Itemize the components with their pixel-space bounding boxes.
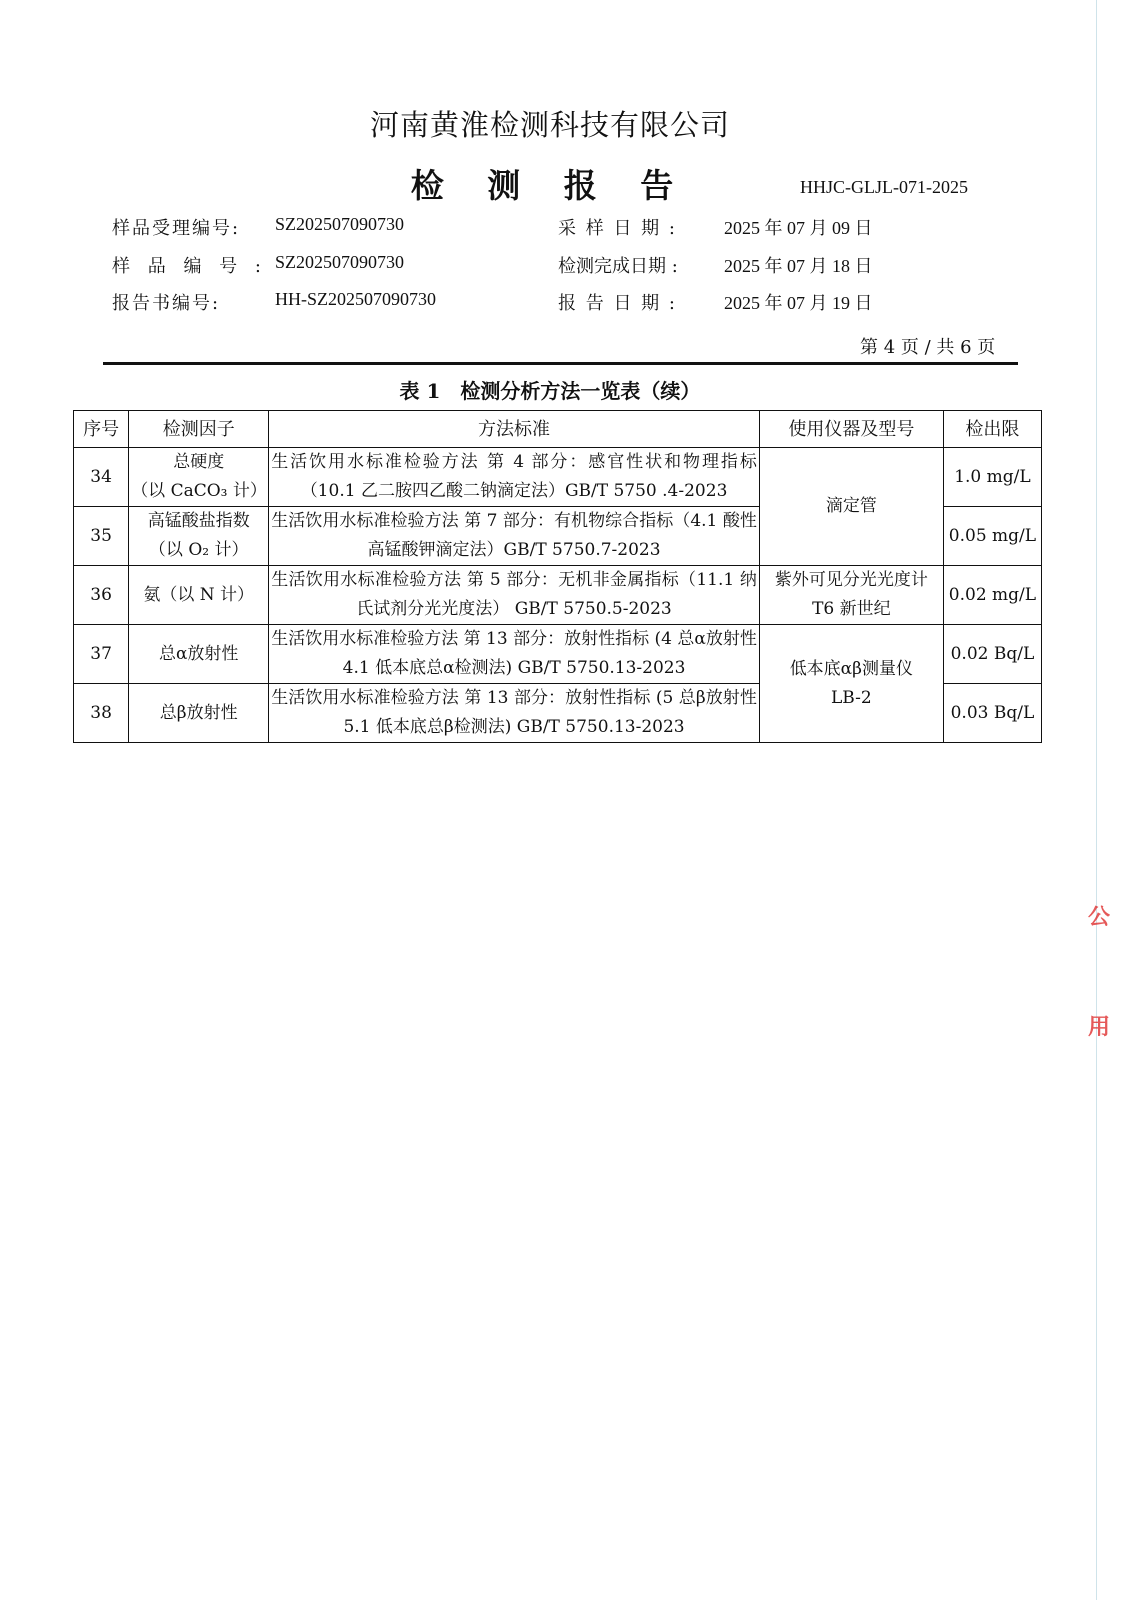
seal-fragment: 用	[1088, 1014, 1111, 1040]
row-standard: 生活饮用水标准检验方法 第 4 部分：感官性状和物理指标（10.1 乙二胺四乙酸二钠滴定法）GB/T 5750 .4-2023	[269, 448, 760, 507]
completion-date: 2025 年 07 月 18 日	[724, 256, 873, 276]
methods-table	[73, 410, 1042, 743]
factor-line-2: （以 O₂ 计）	[148, 540, 249, 560]
row-instrument	[759, 625, 943, 743]
row-standard: 生活饮用水标准检验方法 第 13 部分：放射性指标 (4 总α放射性 4.1 低本底总α检测法) GB/T 5750.13-2023	[269, 625, 760, 684]
instrument-line-1: 紫外可见分光光度计	[774, 570, 928, 590]
instrument-line-1: 低本底αβ测量仪	[789, 658, 913, 679]
row-factor: 总α放射性	[129, 625, 269, 684]
row-standard: 生活饮用水标准检验方法 第 5 部分：无机非金属指标（11.1 纳氏试剂分光光度法） GB/T 5750.5-2023	[269, 566, 760, 625]
table-row	[74, 625, 1042, 684]
row-standard: 生活饮用水标准检验方法 第 7 部分：有机物综合指标（4.1 酸性高锰酸钾滴定法）GB/T 5750.7-2023	[269, 507, 760, 566]
row-factor: 氨（以 N 计）	[129, 566, 269, 625]
table-title: 表 1 检测分析方法一览表（续）	[399, 379, 701, 403]
scan-edge	[1096, 0, 1097, 1600]
row-no: 35	[74, 507, 129, 566]
row-no: 34	[74, 448, 129, 507]
header-no: 序号	[74, 411, 129, 448]
row-no: 38	[74, 684, 129, 743]
row-instrument: 滴定管	[759, 448, 943, 566]
row-limit: 1.0 mg/L	[943, 448, 1041, 507]
row-limit: 0.03 Bq/L	[943, 684, 1041, 743]
completion-date-label: 检测完成日期 :	[558, 256, 678, 277]
row-instrument	[759, 566, 943, 625]
sample-accept-no: SZ202507090730	[275, 214, 405, 234]
table-header-row	[74, 411, 1042, 448]
report-title: 检 测 报 告	[410, 166, 690, 205]
seal-fragment: 公	[1088, 904, 1111, 930]
header-divider	[103, 362, 1018, 365]
row-factor	[129, 507, 269, 566]
report-no: HH-SZ202507090730	[275, 289, 436, 309]
instrument-line-2: T6 新世纪	[812, 599, 891, 619]
report-no-label: 报告书编号:	[112, 293, 221, 314]
row-limit: 0.02 Bq/L	[943, 625, 1041, 684]
instrument-line-2: LB-2	[831, 687, 872, 708]
sample-no: SZ202507090730	[275, 252, 405, 272]
page-number: 第 4 页 / 共 6 页	[860, 337, 996, 358]
sampling-date-label: 采 样 日 期 :	[558, 218, 677, 239]
row-limit: 0.05 mg/L	[943, 507, 1041, 566]
sample-no-label: 样 品 编 号 :	[112, 256, 267, 277]
table-row	[74, 448, 1042, 507]
factor-line-1: 高锰酸盐指数	[147, 511, 250, 531]
row-standard: 生活饮用水标准检验方法 第 13 部分：放射性指标 (5 总β放射性 5.1 低本底总β检测法) GB/T 5750.13-2023	[269, 684, 760, 743]
factor-line-2: （以 CaCO₃ 计）	[131, 481, 267, 501]
header-limit: 检出限	[943, 411, 1041, 448]
sample-accept-no-label: 样品受理编号:	[112, 218, 241, 239]
factor-line-1: 总硬度	[173, 452, 225, 472]
report-date-label: 报 告 日 期 :	[558, 293, 677, 314]
row-limit: 0.02 mg/L	[943, 566, 1041, 625]
document-code: HHJC-GLJL-071-2025	[800, 177, 968, 197]
header-standard: 方法标准	[269, 411, 760, 448]
table-row	[74, 566, 1042, 625]
row-factor: 总β放射性	[129, 684, 269, 743]
row-no: 37	[74, 625, 129, 684]
header-factor: 检测因子	[129, 411, 269, 448]
sampling-date: 2025 年 07 月 09 日	[724, 218, 873, 238]
header-instrument: 使用仪器及型号	[759, 411, 943, 448]
company-name: 河南黄淮检测科技有限公司	[369, 108, 730, 142]
row-factor	[129, 448, 269, 507]
row-no: 36	[74, 566, 129, 625]
report-date: 2025 年 07 月 19 日	[724, 293, 873, 313]
